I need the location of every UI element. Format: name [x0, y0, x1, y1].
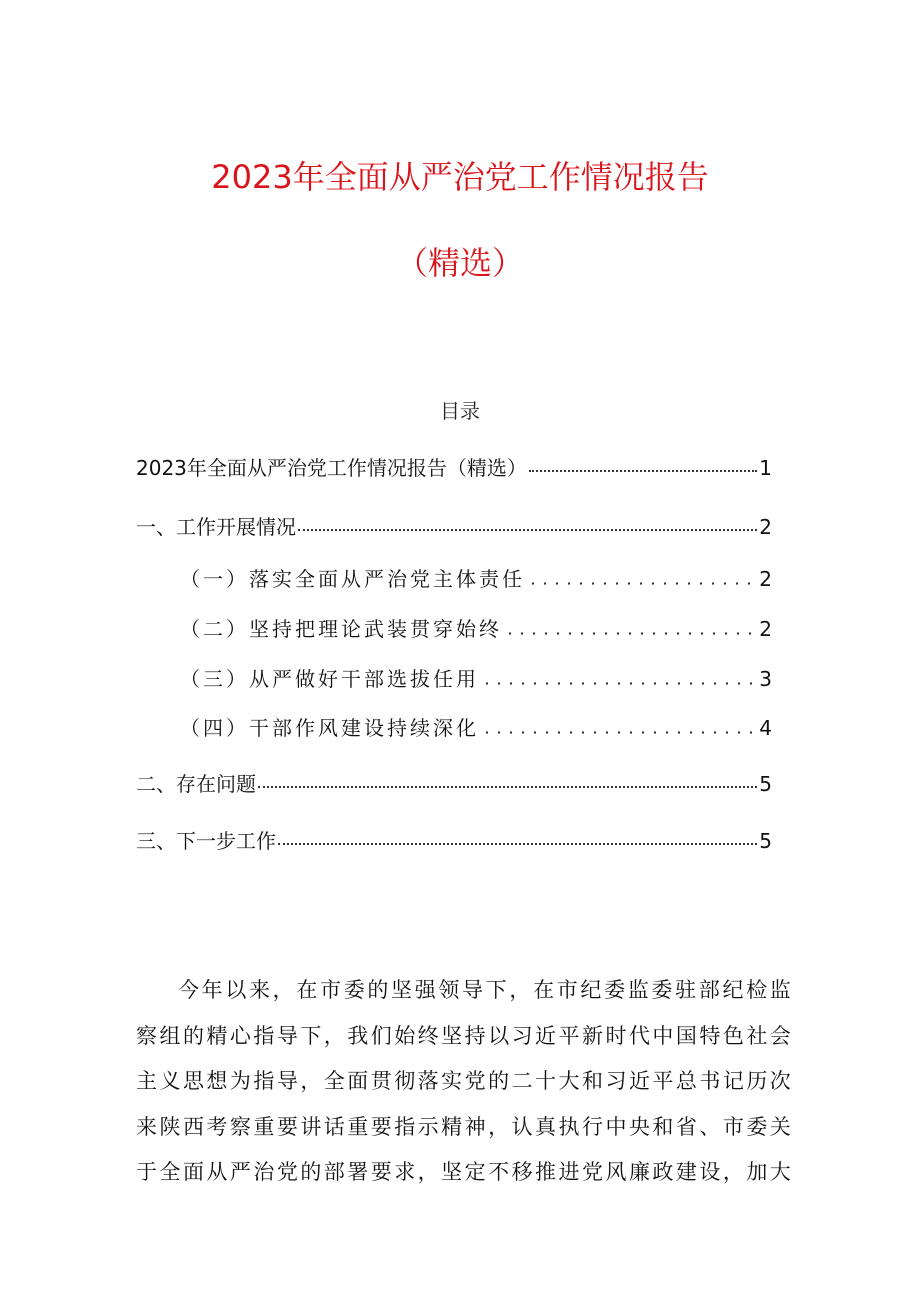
toc-page-number: 5 [759, 829, 772, 853]
toc-entry-section-2[interactable] [136, 768, 772, 797]
toc-entry-label: 二、存在问题 [136, 772, 256, 796]
toc-entry-report[interactable] [136, 452, 772, 481]
toc-entry-section-3[interactable] [136, 825, 772, 854]
toc-entry-section-1-1[interactable] [180, 563, 772, 592]
toc-page-number: 4 [759, 716, 772, 740]
toc-leader [504, 616, 757, 636]
toc-leader [258, 771, 757, 791]
body-paragraph [136, 968, 792, 1196]
toc-leader [481, 715, 757, 735]
body-line: 察组的精心指导下，我们始终坚持以习近平新时代中国特色社会 [136, 1023, 792, 1048]
document-subtitle: （精选） [395, 244, 524, 282]
toc-heading: 目录 [440, 399, 480, 423]
toc-page-number: 5 [759, 772, 772, 796]
toc-entry-section-1-3[interactable] [180, 663, 772, 692]
toc-entry-label: 一、工作开展情况 [136, 515, 296, 539]
toc-leader [298, 514, 757, 534]
toc-entry-label: （三）从严做好干部选拔任用 [180, 667, 479, 691]
toc-entry-label: （一）落实全面从严治党主体责任 [180, 567, 525, 591]
document-title: 2023年全面从严治党工作情况报告 [211, 158, 709, 196]
body-line: 来陕西考察重要讲话重要指示精神，认真执行中央和省、市委关 [136, 1114, 792, 1139]
toc-entry-label: 三、下一步工作 [136, 829, 276, 853]
toc-page-number: 1 [759, 456, 772, 480]
toc-entry-section-1[interactable] [136, 511, 772, 540]
toc-leader [278, 828, 757, 848]
toc-leader [527, 566, 757, 586]
toc-leader [529, 455, 757, 475]
body-line: 于全面从严治党的部署要求，坚定不移推进党风廉政建设，加大 [136, 1160, 792, 1184]
toc-page-number: 2 [759, 567, 772, 591]
toc-entry-section-1-2[interactable] [180, 613, 772, 642]
toc-page-number: 2 [759, 617, 772, 641]
toc-entry-section-1-4[interactable] [180, 712, 772, 741]
toc-page-number: 2 [759, 515, 772, 539]
toc-page-number: 3 [759, 667, 772, 691]
body-line: 主义思想为指导，全面贯彻落实党的二十大和习近平总书记历次 [136, 1069, 792, 1093]
toc-leader [481, 666, 757, 686]
toc-entry-label: 2023年全面从严治党工作情况报告（精选） [136, 456, 527, 480]
toc-entry-label: （四）干部作风建设持续深化 [180, 716, 479, 740]
body-line: 今年以来，在市委的坚强领导下，在市纪委监委驻部纪检监 [178, 978, 792, 1002]
toc-entry-label: （二）坚持把理论武装贯穿始终 [180, 617, 502, 641]
